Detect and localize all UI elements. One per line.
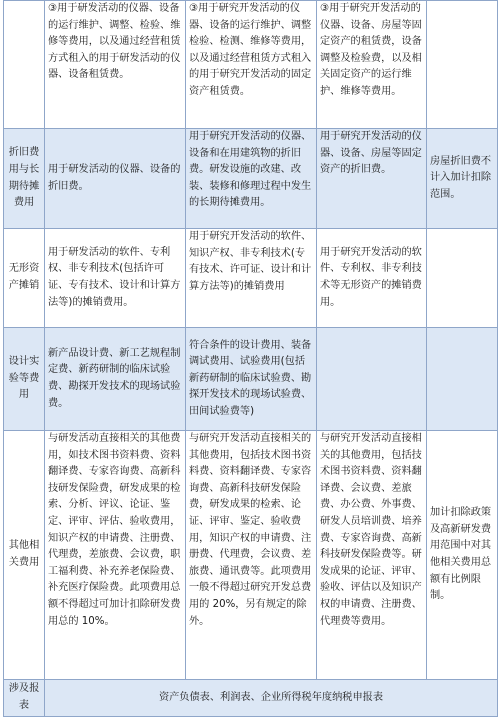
row-label: 无形资产摊销	[4, 229, 45, 328]
table-row	[4, 229, 498, 328]
footer-label: 涉及报表	[4, 680, 45, 717]
cell-column-4	[427, 328, 498, 431]
table-row	[4, 328, 498, 431]
cell-column-3: 用于研究开发活动的仪器、设备、房屋等固定资产的折旧费。	[317, 129, 427, 229]
cell-column-4: 加计扣除政策及高新研发费用范围中对其他相关费用总额有比例限制。	[427, 431, 498, 680]
cell-column-1: 用于研发活动的仪器、设备的折旧费。	[45, 129, 186, 229]
table-row	[4, 1, 498, 129]
row-label: 设计实验等费用	[4, 328, 45, 431]
cell-column-3	[317, 328, 427, 431]
cell-column-4: 房屋折旧费不计入加计扣除范围。	[427, 129, 498, 229]
cell-column-3: 用于研究开发活动的软件、专利权、非专利技术等无形资产的摊销费用。	[317, 229, 427, 328]
cell-column-4	[427, 1, 498, 129]
cell-column-1: ③用于研发活动的仪器、设备的运行维护、调整、检验、维修等费用，以及通过经营租赁方式租入的用于研发活动的仪器、设备租赁费。	[45, 1, 186, 129]
row-label	[4, 1, 45, 129]
cell-column-2: 符合条件的设计费用、装备调试费用、试验费用(包括新药研制的临床试验费、勘探开发技术的现场试验费、田间试验费等)	[186, 328, 317, 431]
row-label: 折旧费用与长期待摊费用	[4, 129, 45, 229]
cell-column-2: 用于研究开发活动的软件、知识产权、非专利技术(专有技术、许可证、设计和计算方法等)的摊销费用	[186, 229, 317, 328]
cell-column-1: 新产品设计费、新工艺规程制定费、新药研制的临床试验费、勘探开发技术的现场试验费。	[45, 328, 186, 431]
cell-column-1: 用于研发活动的软件、专利权、非专利技术(包括许可证、专有技术、设计和计算方法等)的摊销费用。	[45, 229, 186, 328]
cell-column-2: ③用于研究开发活动的仪器、设备的运行维护、调整检验、检测、维修等费用，以及通过经营租赁方式租入的用于研究开发活动的固定资产租赁费。	[186, 1, 317, 129]
cell-column-3: 与研究开发活动直接相关的其他费用，包括技术图书资料费、资料翻译费、会议费、差旅费、办公费、外事费、研发人员培训费、培养费、专家咨询费、高新科技研发保险费等。研发成果的论证、评审、验收、评估以及知识产权的申请费、注册费、代理费等费用。	[317, 431, 427, 680]
row-label: 其他相关费用	[4, 431, 45, 680]
cell-column-2: 与研究开发活动直接相关的其他费用，包括技术图书资料费、资料翻译费、专家咨询费、高新科技研发保险费，研发成果的检索、论证、评审、鉴定、验收费用，知识产权的申请费、注册费、代理费，会议费、差旅费、通讯费等。此项费用一般不得超过研究开发总费用的 20%，另有规定的除外。	[186, 431, 317, 680]
table-row	[4, 431, 498, 680]
footer-reports-text: 资产负债表、利润表、企业所得税年度纳税申报表	[45, 680, 498, 717]
cell-column-3: ③用于研究开发活动的仪器、设备、房屋等固定资产的租赁费，设备调整及检验费，以及相关固定资产的运行维护、维修等费用。	[317, 1, 427, 129]
table-row	[4, 680, 498, 717]
table-row	[4, 129, 498, 229]
cell-column-2: 用于研究开发活动的仪器、设备和在用建筑物的折旧费。研发设施的改建、改装、装修和修理过程中发生的长期待摊费用。	[186, 129, 317, 229]
rd-expense-comparison-table	[3, 0, 498, 717]
cell-column-1: 与研发活动直接相关的其他费用，如技术图书资料费、资料翻译费、专家咨询费、高新科技研发保险费，研发成果的检索、分析、评议、论证、鉴定、评审、评估、验收费用，知识产权的申请费、注册费、代理费，差旅费、会议费，职工福利费、补充养老保险费、补充医疗保险费。此项费用总额不得超过可加计扣除研发费用总的 10%。	[45, 431, 186, 680]
cell-column-4	[427, 229, 498, 328]
